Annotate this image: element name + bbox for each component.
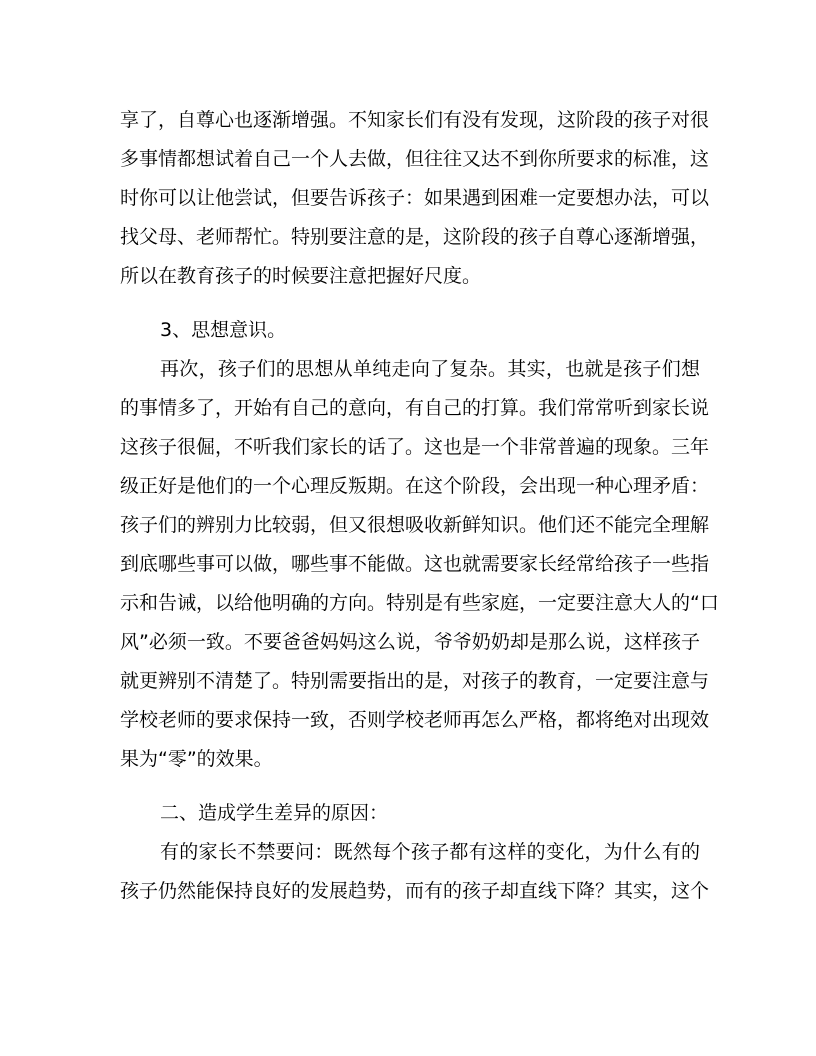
- text-line: 多事情都想试着自己一个人去做，但往往又达不到你所要求的标准，这: [120, 148, 710, 170]
- text-line: 时你可以让他尝试，但要告诉孩子：如果遇到困难一定要想办法，可以: [120, 187, 710, 209]
- text-line: 到底哪些事可以做，哪些事不能做。这也就需要家长经常给孩子一些指: [120, 553, 710, 575]
- text-line: 级正好是他们的一个心理反叛期。在这个阶段，会出现一种心理矛盾：: [120, 475, 710, 497]
- section-heading: 3、思想意识。: [160, 319, 287, 341]
- text-line: 果为“零”的效果。: [120, 748, 273, 770]
- text-line: 找父母、老师帮忙。特别要注意的是，这阶段的孩子自尊心逐渐增强，: [120, 226, 710, 248]
- text-line: 享了，自尊心也逐渐增强。不知家长们有没有发现，这阶段的孩子对很: [120, 109, 710, 131]
- text-line: 有的家长不禁要问：既然每个孩子都有这样的变化，为什么有的: [160, 841, 700, 863]
- text-line: 所以在教育孩子的时候要注意把握好尺度。: [120, 265, 482, 287]
- section-heading: 二、造成学生差异的原因：: [160, 802, 389, 824]
- text-line: 风”必须一致。不要爸爸妈妈这么说，爷爷奶奶却是那么说，这样孩子: [120, 631, 700, 653]
- text-line: 孩子仍然能保持良好的发展趋势，而有的孩子却直线下降？其实，这个: [120, 880, 710, 902]
- text-line: 学校老师的要求保持一致，否则学校老师再怎么严格，都将绝对出现效: [120, 709, 710, 731]
- text-line: 的事情多了，开始有自己的意向，有自己的打算。我们常常听到家长说: [120, 397, 710, 419]
- text-line: 再次，孩子们的思想从单纯走向了复杂。其实，也就是孩子们想: [160, 358, 700, 380]
- text-line: 示和告诫，以给他明确的方向。特别是有些家庭，一定要注意大人的“口: [120, 592, 719, 614]
- text-line: 这孩子很倔，不听我们家长的话了。这也是一个非常普遍的现象。三年: [120, 436, 710, 458]
- text-line: 孩子们的辨别力比较弱，但又很想吸收新鲜知识。他们还不能完全理解: [120, 514, 710, 536]
- text-line: 就更辨别不清楚了。特别需要指出的是，对孩子的教育，一定要注意与: [120, 670, 710, 692]
